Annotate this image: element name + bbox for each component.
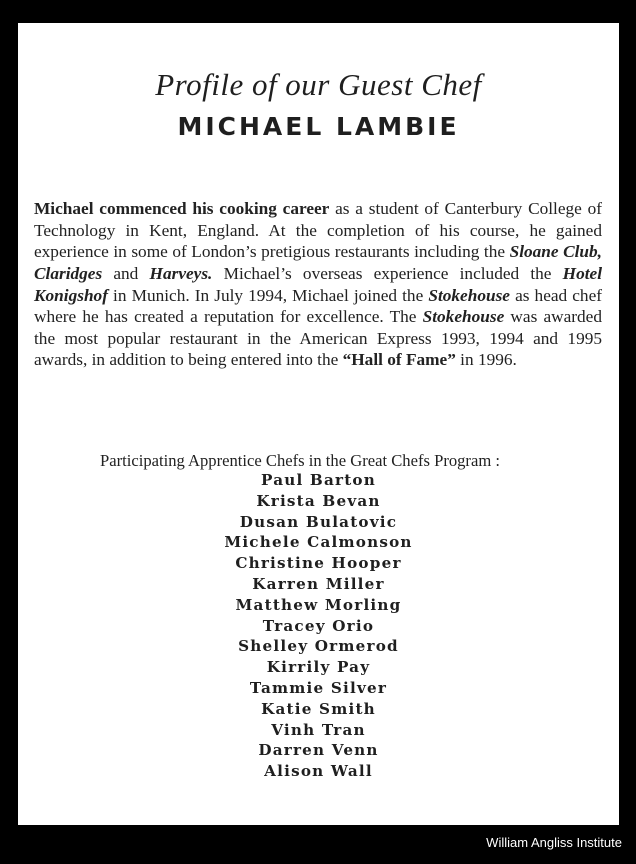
apprentice-name: Tracey Orio xyxy=(262,616,375,635)
apprentice-name: Tammie Silver xyxy=(249,678,388,697)
apprentice-name: Darren Venn xyxy=(258,741,379,760)
apprentice-name: Dusan Bulatovic xyxy=(239,512,398,531)
apprentice-name: Alison Wall xyxy=(264,762,373,781)
bio-award-emphasis: “Hall of Fame” xyxy=(342,350,456,370)
bio-venue-emphasis: Harveys. xyxy=(149,264,213,284)
bio-text: Michael’s overseas experience included the xyxy=(212,264,563,284)
apprentice-name: Matthew Morling xyxy=(235,595,402,614)
bio-venue-emphasis: Hotel Konigshof xyxy=(34,264,602,305)
bio-text: and xyxy=(102,264,150,284)
apprentice-name: Christine Hooper xyxy=(235,554,402,573)
bio-venue-emphasis: Stokehouse xyxy=(422,307,505,327)
document-page xyxy=(18,23,619,825)
apprentice-name: Kirrily Pay xyxy=(266,658,371,677)
chef-name: MICHAEL LAMBIE xyxy=(177,112,460,141)
apprentice-name: Paul Barton xyxy=(260,471,377,489)
bio-text: in 1996. xyxy=(455,350,517,370)
apprentice-name: Katie Smith xyxy=(261,699,376,718)
apprentice-list xyxy=(18,470,619,782)
profile-heading: Profile of our Guest Chef xyxy=(155,67,482,102)
bio-opening: Michael commenced his cooking career xyxy=(34,199,330,219)
bio-venue-emphasis: Stokehouse xyxy=(428,285,510,305)
chef-biography xyxy=(34,198,602,371)
source-credit: William Angliss Institute xyxy=(486,835,622,850)
apprentice-name: Karren Miller xyxy=(252,574,385,593)
bio-venue-emphasis: Sloane Club, Claridges xyxy=(34,242,602,284)
apprentice-name: Vinh Tran xyxy=(271,720,366,739)
apprentice-name: Michele Calmonson xyxy=(224,533,413,552)
apprentice-name: Shelley Ormerod xyxy=(238,637,399,656)
bio-text: as head chef where he has created a reputation for excellence. The xyxy=(34,285,603,327)
bio-text: as a student of Canterbury College of Technology in Kent, England. At the completion of his course, he gained experience in some of London’s pretigious restaurants including the xyxy=(34,199,602,262)
apprentice-list-heading: Participating Apprentice Chefs in the Great Chefs Program : xyxy=(100,451,500,470)
bio-text: was awarded the most popular restaurant in the American Express 1993, 1994 and 1995 awards, in addition to being entered into the xyxy=(34,307,602,370)
apprentice-name: Krista Bevan xyxy=(256,491,381,510)
bio-text: in Munich. In July 1994, Michael joined the xyxy=(107,285,429,305)
